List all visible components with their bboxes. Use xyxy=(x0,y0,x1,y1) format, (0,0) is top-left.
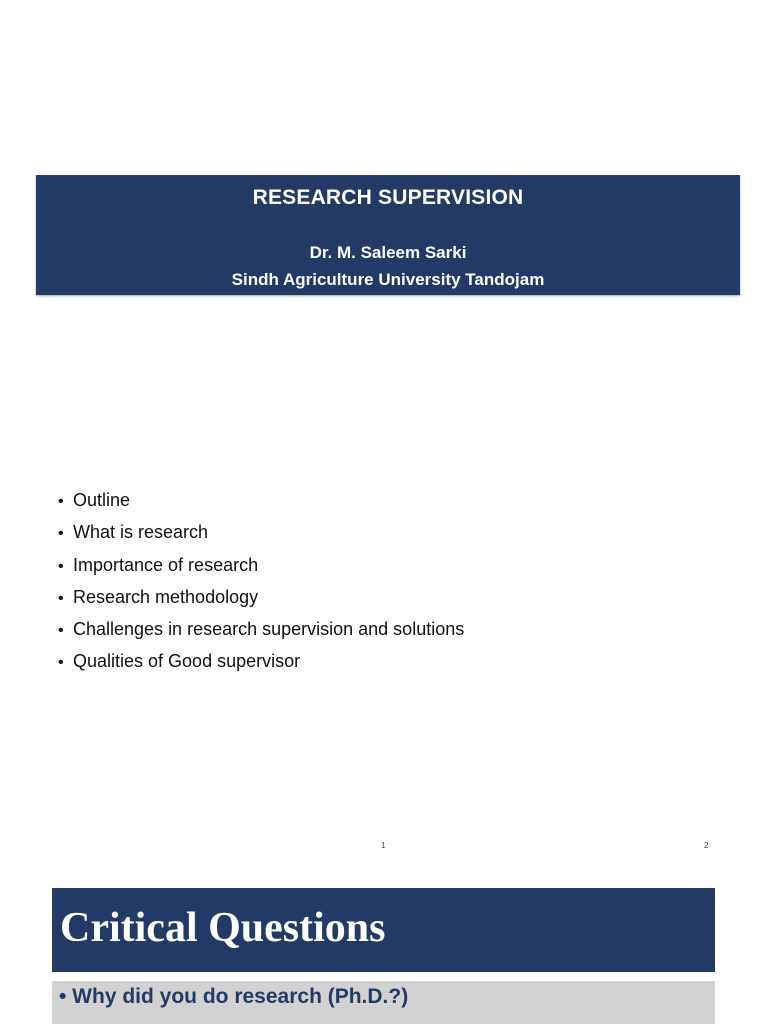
outline-list xyxy=(58,487,464,681)
list-item xyxy=(58,584,464,616)
page-number-left: 1 xyxy=(381,841,386,850)
bullet-icon: • xyxy=(58,622,64,640)
bullet-icon: • xyxy=(58,589,64,607)
list-item-text: Qualities of Good supervisor xyxy=(73,651,301,672)
list-item xyxy=(58,648,464,680)
question-text: • Why did you do research (Ph.D.?) xyxy=(59,985,409,1008)
list-item xyxy=(58,519,464,551)
list-item-text: Research methodology xyxy=(73,586,259,607)
bullet-icon: • xyxy=(58,493,64,510)
list-item-text: Outline xyxy=(73,490,131,510)
bullet-icon: • xyxy=(58,525,64,543)
list-item-text: Importance of research xyxy=(73,554,259,575)
bullet-icon: • xyxy=(58,557,64,575)
slide-title-banner xyxy=(52,888,715,972)
presentation-title: RESEARCH SUPERVISION xyxy=(252,186,524,209)
list-item xyxy=(58,487,464,519)
title-banner xyxy=(36,175,740,295)
list-item xyxy=(58,552,464,584)
institution-name: Sindh Agriculture University Tandojam xyxy=(231,270,545,289)
list-item-text: Challenges in research supervision and solutions xyxy=(73,619,465,640)
slide-title: Critical Questions xyxy=(60,905,386,951)
question-box xyxy=(52,981,715,1024)
list-item-text: What is research xyxy=(73,522,209,543)
author-name: Dr. M. Saleem Sarki xyxy=(309,243,467,262)
page-number-right: 2 xyxy=(704,841,709,850)
list-item xyxy=(58,616,464,648)
bullet-icon: • xyxy=(58,654,64,672)
